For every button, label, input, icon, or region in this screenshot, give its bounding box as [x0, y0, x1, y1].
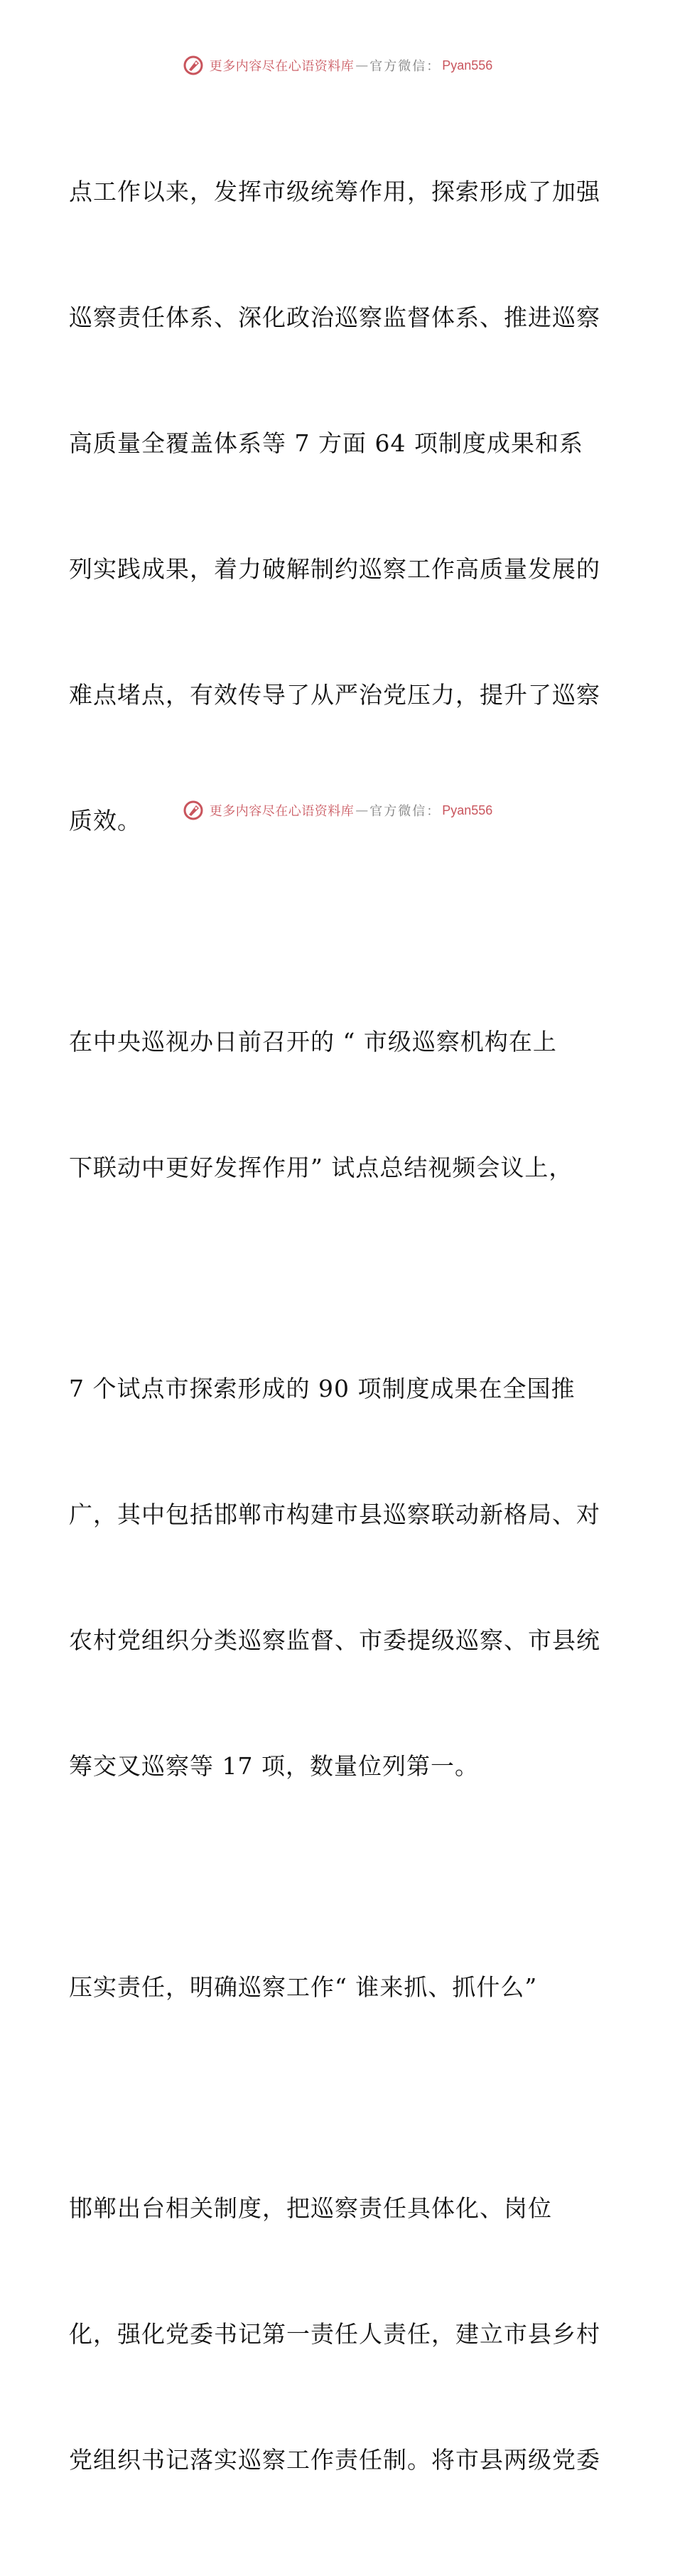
watermark-main-text: 更多内容尽在心语资料库	[209, 804, 355, 819]
text-line: 在中央巡视办日前召开的 “ 市级巡察机构在上	[69, 1028, 557, 1056]
text-line: 压实责任，明确巡察工作“ 谁来抓、抓什么”	[69, 1973, 538, 2001]
text-line: 党组织书记落实巡察工作责任制。将市县两级党委	[69, 2446, 600, 2474]
text-line: 质效。	[69, 807, 141, 834]
text-line: 列实践成果，着力破解制约巡察工作高质量发展的	[69, 555, 600, 583]
header-watermark	[0, 51, 675, 80]
text-line: 点工作以来，发挥市级统筹作用，探索形成了加强	[69, 178, 600, 205]
text-line: 邯郸出台相关制度，把巡察责任具体化、岗位	[69, 2194, 552, 2222]
paragraph-3	[69, 1284, 606, 1871]
watermark-wechat-id: Pyan556	[442, 58, 493, 73]
text-line: 高质量全覆盖体系等 7 方面 64 项制度成果和系	[69, 429, 583, 457]
watermark-sub-text: 官方微信	[369, 804, 427, 819]
section-heading	[69, 1882, 606, 2092]
text-line: 广，其中包括邯郸市构建市县巡察联动新格局、对	[69, 1501, 600, 1528]
paragraph-2	[69, 937, 606, 1272]
pen-nib-circle-icon	[183, 55, 204, 76]
text-line: 筹交叉巡察等 17 项，数量位列第一。	[69, 1752, 479, 1780]
watermark-main-text: 更多内容尽在心语资料库	[209, 59, 355, 74]
watermark-colon: ：	[426, 59, 440, 74]
text-line: 7 个试点市探索形成的 90 项制度成果在全国推	[69, 1375, 576, 1402]
paragraph-5	[69, 2103, 606, 2565]
text-line: 农村党组织分类巡察监督、市委提级巡察、市县统	[69, 1626, 600, 1654]
text-line: 难点堵点，有效传导了从严治党压力，提升了巡察	[69, 681, 600, 709]
watermark-colon: ：	[426, 804, 440, 819]
document-body	[69, 87, 606, 2576]
watermark-dash: —	[355, 58, 369, 73]
text-line: 化，强化党委书记第一责任人责任，建立市县乡村	[69, 2320, 600, 2348]
text-line: 下联动中更好发挥作用” 试点总结视频会议上，	[69, 1154, 573, 1181]
watermark-wechat-id: Pyan556	[442, 803, 493, 817]
pen-nib-circle-icon	[183, 800, 204, 821]
watermark-sub-text: 官方微信	[369, 59, 427, 74]
footer-watermark	[0, 796, 675, 825]
text-line: 巡察责任体系、深化政治巡察监督体系、推进巡察	[69, 304, 600, 331]
watermark-dash: —	[355, 803, 369, 818]
